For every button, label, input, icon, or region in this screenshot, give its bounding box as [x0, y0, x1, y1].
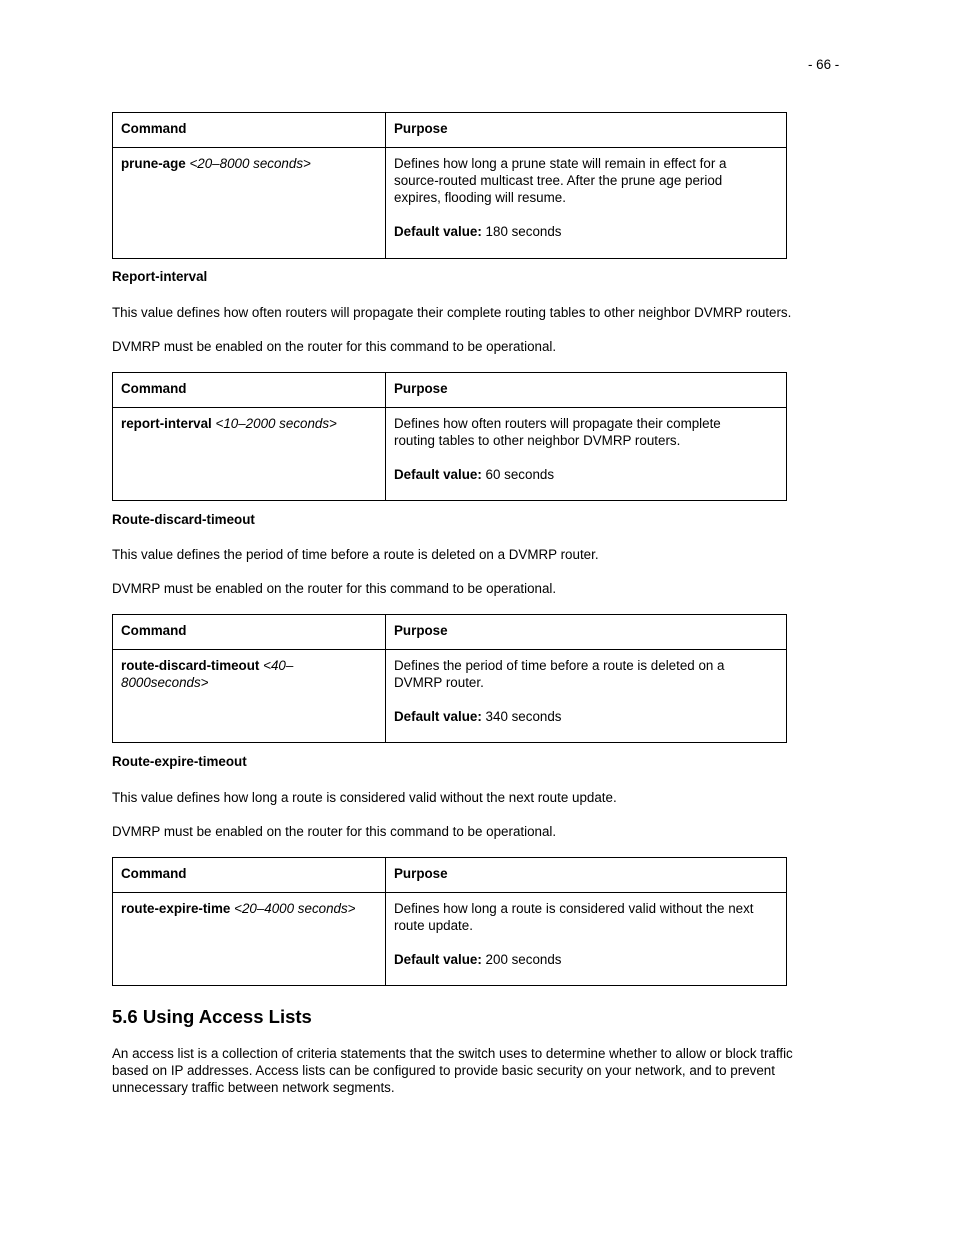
command-argument: <40– [263, 658, 294, 673]
access-lists-paragraph [112, 1045, 842, 1096]
command-column-header: Command [113, 373, 386, 408]
default-value-label: Default value: [394, 224, 482, 239]
section-heading-report-interval: Report-interval [112, 269, 208, 284]
table-row [113, 148, 787, 259]
default-value-label: Default value: [394, 467, 482, 482]
purpose-column-header: Purpose [386, 615, 787, 650]
command-name: route-discard-timeout [121, 658, 260, 673]
paragraph-line: based on IP addresses. Access lists can be configured to provide basic security on your network, and to prevent [112, 1063, 775, 1078]
purpose-line: Defines the period of time before a route is deleted on a [394, 658, 725, 673]
command-column-header: Command [113, 615, 386, 650]
default-value-label: Default value: [394, 952, 482, 967]
command-argument: <20–8000 seconds> [189, 156, 311, 171]
purpose-column-header: Purpose [386, 373, 787, 408]
purpose-line: Defines how often routers will propagate their complete [394, 416, 721, 431]
purpose-line: Defines how long a prune state will remain in effect for a [394, 156, 727, 171]
purpose-line: routing tables to other neighbor DVMRP routers. [394, 433, 681, 448]
table-row [113, 893, 787, 986]
section-paragraph: This value defines the period of time before a route is deleted on a DVMRP router. [112, 547, 599, 562]
purpose-column-header: Purpose [386, 858, 787, 893]
table-row [113, 650, 787, 743]
command-cell [113, 408, 386, 501]
purpose-cell [386, 148, 787, 259]
section-heading-route-expire-timeout: Route-expire-timeout [112, 754, 247, 769]
table-header-row [113, 858, 787, 893]
purpose-line: DVMRP router. [394, 675, 484, 690]
default-value-line [394, 708, 778, 725]
route-expire-time-table [112, 857, 787, 986]
section-title-access-lists: 5.6 Using Access Lists [112, 1006, 312, 1027]
default-value-line [394, 951, 778, 968]
command-name: route-expire-time [121, 901, 231, 916]
default-value-label: Default value: [394, 709, 482, 724]
purpose-line: source-routed multicast tree. After the prune age period [394, 173, 723, 188]
default-value: 340 seconds [485, 709, 562, 724]
section-paragraph: This value defines how often routers will propagate their complete routing tables to other neighbor DVMRP routers. [112, 305, 792, 320]
default-value: 180 seconds [485, 224, 562, 239]
command-argument-continued: 8000seconds> [121, 675, 209, 690]
default-value-line [394, 223, 778, 240]
section-paragraph: DVMRP must be enabled on the router for this command to be operational. [112, 581, 557, 596]
command-name: report-interval [121, 416, 212, 431]
table-header-row [113, 373, 787, 408]
command-cell [113, 650, 386, 743]
table-row [113, 408, 787, 501]
report-interval-table [112, 372, 787, 501]
default-value: 200 seconds [485, 952, 562, 967]
default-value-line [394, 466, 778, 483]
purpose-cell [386, 650, 787, 743]
command-name: prune-age [121, 156, 186, 171]
purpose-cell [386, 893, 787, 986]
page-number: - 66 - [808, 57, 840, 72]
section-heading-route-discard-timeout: Route-discard-timeout [112, 512, 255, 527]
paragraph-line: unnecessary traffic between network segments. [112, 1080, 395, 1095]
default-value: 60 seconds [485, 467, 555, 482]
table-header-row [113, 113, 787, 148]
command-argument: <20–4000 seconds> [234, 901, 356, 916]
prune-age-table [112, 112, 787, 259]
purpose-line: route update. [394, 918, 473, 933]
command-cell [113, 148, 386, 259]
route-discard-timeout-table [112, 614, 787, 743]
purpose-cell [386, 408, 787, 501]
command-column-header: Command [113, 113, 386, 148]
command-cell [113, 893, 386, 986]
table-header-row [113, 615, 787, 650]
section-paragraph: This value defines how long a route is considered valid without the next route update. [112, 790, 617, 805]
purpose-line: expires, flooding will resume. [394, 190, 566, 205]
purpose-line: Defines how long a route is considered valid without the next [394, 901, 754, 916]
paragraph-line: An access list is a collection of criteria statements that the switch uses to determine whether to allow or block traffic [112, 1046, 793, 1061]
section-paragraph: DVMRP must be enabled on the router for this command to be operational. [112, 824, 557, 839]
purpose-column-header: Purpose [386, 113, 787, 148]
command-argument: <10–2000 seconds> [215, 416, 337, 431]
section-paragraph: DVMRP must be enabled on the router for this command to be operational. [112, 339, 557, 354]
command-column-header: Command [113, 858, 386, 893]
